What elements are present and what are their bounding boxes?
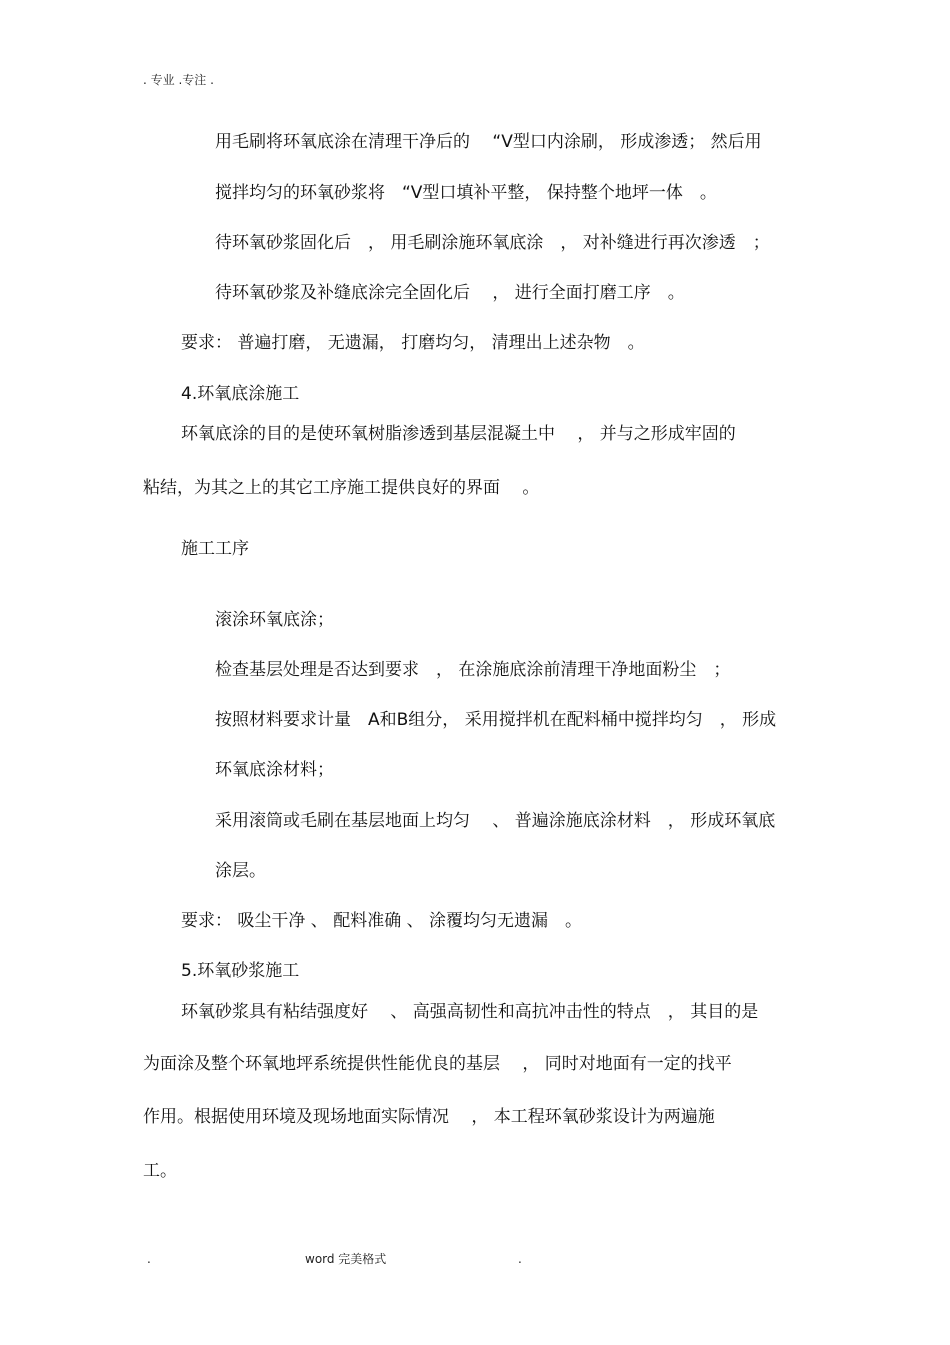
body-line: 环氧砂浆具有粘结强度好 、 高强高韧性和高抗冲击性的特点 ， 其目的是 xyxy=(181,1002,759,1022)
body-line: 滚涂环氧底涂； xyxy=(215,610,334,630)
body-line: 环氧底涂材料； xyxy=(215,760,334,780)
page-header: . 专业 .专注 . xyxy=(143,73,214,87)
footer-label: word 完美格式 xyxy=(305,1252,387,1266)
body-line: 搅拌均匀的环氧砂浆将 “V型口填补平整， 保持整个地坪一体 。 xyxy=(215,183,717,203)
footer-right-dot: . xyxy=(518,1252,522,1266)
body-line: 环氧底涂的目的是使环氧树脂渗透到基层混凝土中 ， 并与之形成牢固的 xyxy=(181,424,736,444)
body-line: 工。 xyxy=(143,1161,177,1181)
footer-left-dot: . xyxy=(147,1252,151,1266)
body-line: 检查基层处理是否达到要求 ， 在涂施底涂前清理干净地面粉尘 ； xyxy=(215,660,731,680)
subheading: 施工工序 xyxy=(181,539,249,559)
body-line: 为面涂及整个环氧地坪系统提供性能优良的基层 ， 同时对地面有一定的找平 xyxy=(143,1054,732,1074)
body-line: 用毛刷将环氧底涂在清理干净后的 “V型口内涂刷， 形成渗透； 然后用 xyxy=(215,132,762,152)
body-line: 作用。根据使用环境及现场地面实际情况 ， 本工程环氧砂浆设计为两遍施 xyxy=(143,1107,715,1127)
body-line: 采用滚筒或毛刷在基层地面上均匀 、 普遍涂施底涂材料 ， 形成环氧底 xyxy=(215,811,776,831)
requirement-line: 要求： 普遍打磨， 无遗漏， 打磨均匀， 清理出上述杂物 。 xyxy=(181,333,645,353)
body-line: 待环氧砂浆固化后 ， 用毛刷涂施环氧底涂 ， 对补缝进行再次渗透 ； xyxy=(215,233,770,253)
body-line: 待环氧砂浆及补缝底涂完全固化后 ， 进行全面打磨工序 。 xyxy=(215,283,685,303)
body-line: 按照材料要求计量 A和B组分， 采用搅拌机在配料桶中搅拌均匀 ， 形成 xyxy=(215,710,777,730)
section-heading: 5.环氧砂浆施工 xyxy=(181,961,300,981)
body-line: 涂层。 xyxy=(215,861,266,881)
section-heading: 4.环氧底涂施工 xyxy=(181,384,300,404)
body-line: 粘结，为其之上的其它工序施工提供良好的界面 。 xyxy=(143,478,540,498)
requirement-line: 要求： 吸尘干净 、 配料准确 、 涂覆均匀无遗漏 。 xyxy=(181,911,583,931)
